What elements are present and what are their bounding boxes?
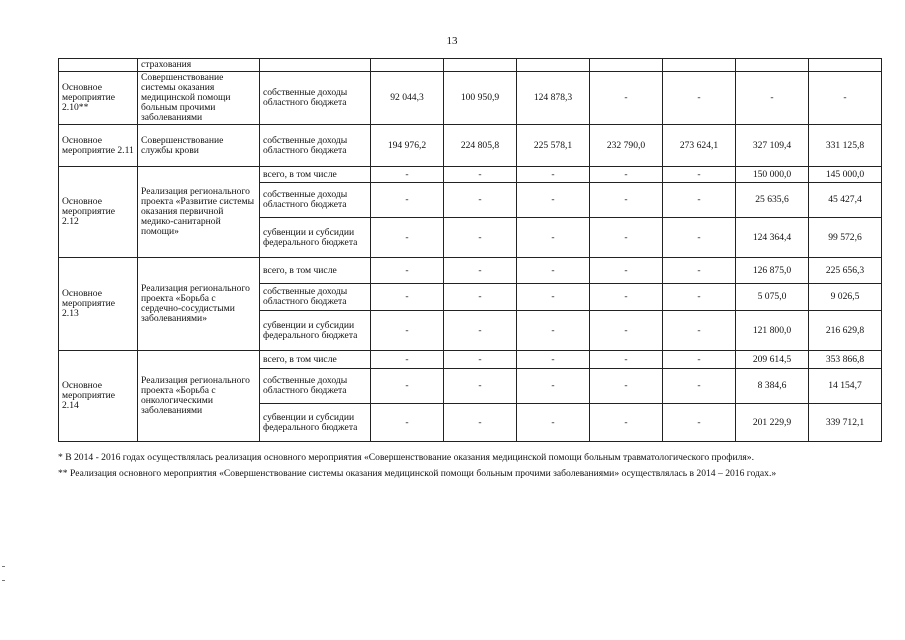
value-cell bbox=[736, 59, 809, 72]
value-cell: 331 125,8 bbox=[809, 125, 882, 167]
value-cell: - bbox=[590, 369, 663, 404]
row-source-cell bbox=[260, 59, 371, 72]
margin-scan-mark bbox=[2, 566, 5, 567]
value-cell: - bbox=[590, 183, 663, 218]
value-cell: - bbox=[444, 369, 517, 404]
value-cell: - bbox=[444, 311, 517, 351]
value-cell: - bbox=[371, 351, 444, 369]
value-cell: - bbox=[444, 183, 517, 218]
value-cell: - bbox=[517, 258, 590, 284]
row-code-cell: Основное мероприятие 2.10** bbox=[59, 72, 138, 125]
value-cell: - bbox=[444, 351, 517, 369]
value-cell: 327 109,4 bbox=[736, 125, 809, 167]
page-number: 13 bbox=[446, 35, 458, 47]
footnotes bbox=[58, 450, 888, 482]
value-cell: - bbox=[590, 404, 663, 442]
value-cell: 353 866,8 bbox=[809, 351, 882, 369]
value-cell: 121 800,0 bbox=[736, 311, 809, 351]
value-cell: 124 878,3 bbox=[517, 72, 590, 125]
value-cell: - bbox=[517, 311, 590, 351]
row-code-cell: Основное мероприятие 2.13 bbox=[59, 258, 138, 351]
value-cell: 8 384,6 bbox=[736, 369, 809, 404]
value-cell: - bbox=[517, 218, 590, 258]
value-cell: - bbox=[590, 311, 663, 351]
value-cell: 14 154,7 bbox=[809, 369, 882, 404]
value-cell: - bbox=[444, 218, 517, 258]
value-cell: - bbox=[663, 258, 736, 284]
value-cell: - bbox=[371, 311, 444, 351]
value-cell: - bbox=[444, 167, 517, 183]
value-cell bbox=[663, 59, 736, 72]
value-cell: - bbox=[371, 258, 444, 284]
value-cell: - bbox=[517, 183, 590, 218]
row-code-cell: Основное мероприятие 2.11 bbox=[59, 125, 138, 167]
value-cell: 99 572,6 bbox=[809, 218, 882, 258]
value-cell: - bbox=[590, 284, 663, 311]
value-cell: 209 614,5 bbox=[736, 351, 809, 369]
row-source-cell: собственные доходы областного бюджета bbox=[260, 284, 371, 311]
value-cell: - bbox=[663, 284, 736, 311]
value-cell bbox=[809, 59, 882, 72]
row-source-cell: субвенции и субсидии федерального бюджета bbox=[260, 311, 371, 351]
budget-table bbox=[58, 58, 882, 442]
value-cell: - bbox=[663, 218, 736, 258]
table-row bbox=[59, 125, 882, 167]
value-cell: - bbox=[371, 167, 444, 183]
value-cell: 100 950,9 bbox=[444, 72, 517, 125]
value-cell: - bbox=[517, 351, 590, 369]
value-cell: 232 790,0 bbox=[590, 125, 663, 167]
value-cell: 273 624,1 bbox=[663, 125, 736, 167]
row-name-cell: Реализация регионального проекта «Борьба с сердечно-сосудистыми заболеваниями» bbox=[138, 258, 260, 351]
value-cell: - bbox=[371, 404, 444, 442]
value-cell: 194 976,2 bbox=[371, 125, 444, 167]
value-cell: 126 875,0 bbox=[736, 258, 809, 284]
value-cell bbox=[444, 59, 517, 72]
value-cell: - bbox=[590, 167, 663, 183]
value-cell: - bbox=[663, 183, 736, 218]
table-row bbox=[59, 59, 882, 72]
value-cell bbox=[590, 59, 663, 72]
row-source-cell: собственные доходы областного бюджета bbox=[260, 125, 371, 167]
value-cell: - bbox=[663, 72, 736, 125]
row-name-cell: Реализация регионального проекта «Развитие системы оказания первичной медико-санитарной помощи» bbox=[138, 167, 260, 258]
row-code-cell: Основное мероприятие 2.12 bbox=[59, 167, 138, 258]
table-row bbox=[59, 167, 882, 183]
value-cell: - bbox=[590, 72, 663, 125]
value-cell: - bbox=[517, 404, 590, 442]
margin-scan-mark bbox=[2, 580, 5, 581]
footnote-single-asterisk: * В 2014 - 2016 годах осуществлялась реализация основного мероприятия «Совершенствование оказания медицинской помощи больным травматологического профиля». bbox=[58, 452, 754, 463]
value-cell: 9 026,5 bbox=[809, 284, 882, 311]
value-cell: - bbox=[590, 258, 663, 284]
value-cell: - bbox=[663, 311, 736, 351]
value-cell: - bbox=[590, 218, 663, 258]
value-cell: - bbox=[444, 258, 517, 284]
value-cell: - bbox=[663, 369, 736, 404]
row-name-cell: Совершенствование службы крови bbox=[138, 125, 260, 167]
value-cell: - bbox=[809, 72, 882, 125]
row-source-cell: собственные доходы областного бюджета bbox=[260, 369, 371, 404]
table-row bbox=[59, 351, 882, 369]
value-cell: 216 629,8 bbox=[809, 311, 882, 351]
value-cell: - bbox=[371, 183, 444, 218]
value-cell: 224 805,8 bbox=[444, 125, 517, 167]
value-cell: - bbox=[590, 351, 663, 369]
value-cell: 5 075,0 bbox=[736, 284, 809, 311]
value-cell: 225 656,3 bbox=[809, 258, 882, 284]
row-name-cell: Совершенствование системы оказания медицинской помощи больным прочими заболеваниями bbox=[138, 72, 260, 125]
value-cell: - bbox=[517, 369, 590, 404]
value-cell bbox=[371, 59, 444, 72]
footnote-double-asterisk: ** Реализация основного мероприятия «Совершенствование системы оказания медицинской помощи больным прочими заболеваниями» осуществлялась в 2014 – 2016 годах.» bbox=[58, 468, 777, 479]
value-cell: - bbox=[371, 369, 444, 404]
value-cell: - bbox=[371, 218, 444, 258]
value-cell: 45 427,4 bbox=[809, 183, 882, 218]
value-cell: - bbox=[517, 167, 590, 183]
value-cell: 145 000,0 bbox=[809, 167, 882, 183]
value-cell: 92 044,3 bbox=[371, 72, 444, 125]
value-cell: 225 578,1 bbox=[517, 125, 590, 167]
value-cell: - bbox=[371, 284, 444, 311]
value-cell: - bbox=[444, 404, 517, 442]
value-cell: - bbox=[517, 284, 590, 311]
value-cell: - bbox=[663, 167, 736, 183]
row-source-cell: субвенции и субсидии федерального бюджета bbox=[260, 404, 371, 442]
row-source-cell: собственные доходы областного бюджета bbox=[260, 183, 371, 218]
row-source-cell: всего, в том числе bbox=[260, 167, 371, 183]
row-code-cell bbox=[59, 59, 138, 72]
row-name-cell: страхования bbox=[138, 59, 260, 72]
value-cell: - bbox=[663, 404, 736, 442]
row-source-cell: субвенции и субсидии федерального бюджета bbox=[260, 218, 371, 258]
value-cell bbox=[517, 59, 590, 72]
value-cell: 150 000,0 bbox=[736, 167, 809, 183]
value-cell: 201 229,9 bbox=[736, 404, 809, 442]
table-row bbox=[59, 72, 882, 125]
value-cell: 339 712,1 bbox=[809, 404, 882, 442]
value-cell: 25 635,6 bbox=[736, 183, 809, 218]
row-source-cell: всего, в том числе bbox=[260, 258, 371, 284]
value-cell: - bbox=[444, 284, 517, 311]
row-code-cell: Основное мероприятие 2.14 bbox=[59, 351, 138, 442]
table-row bbox=[59, 258, 882, 284]
row-source-cell: собственные доходы областного бюджета bbox=[260, 72, 371, 125]
row-name-cell: Реализация регионального проекта «Борьба с онкологическими заболеваниями bbox=[138, 351, 260, 442]
row-source-cell: всего, в том числе bbox=[260, 351, 371, 369]
value-cell: 124 364,4 bbox=[736, 218, 809, 258]
value-cell: - bbox=[663, 351, 736, 369]
value-cell: - bbox=[736, 72, 809, 125]
